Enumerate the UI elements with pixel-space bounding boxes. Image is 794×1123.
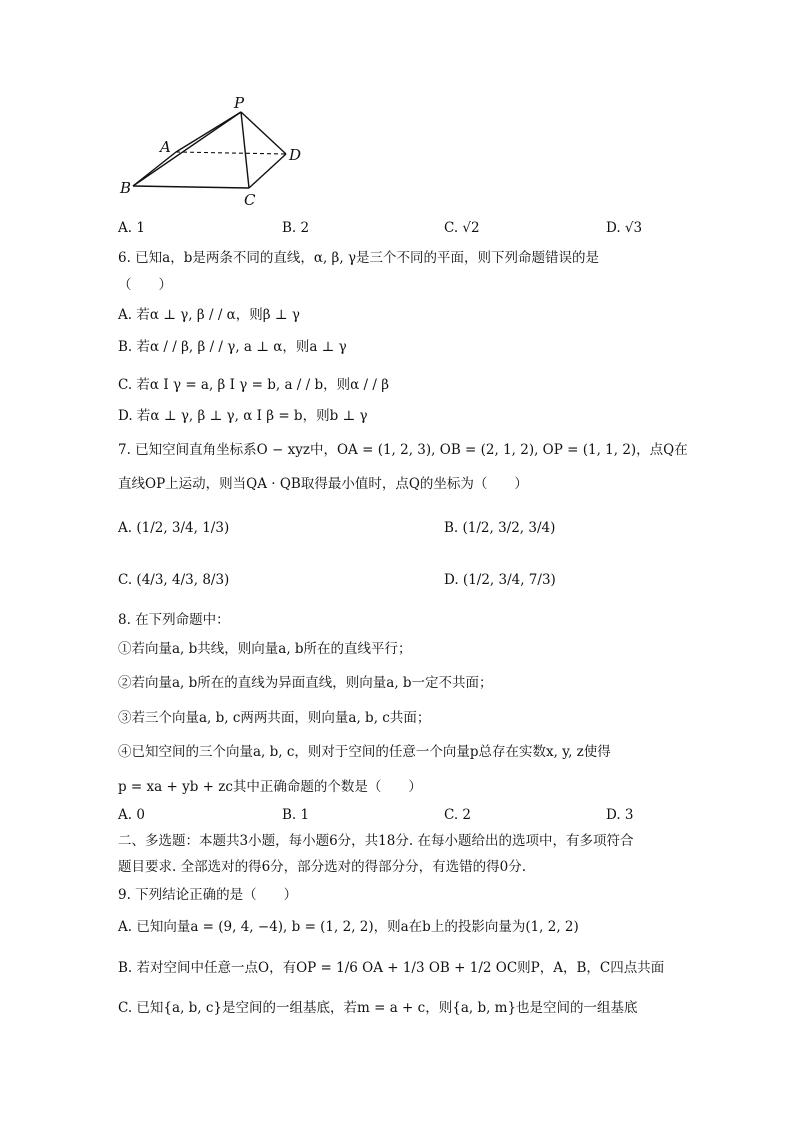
q7-stem-line2: 直线OP上运动，则当QA · QB取得最小值时，点Q的坐标为（ ） — [118, 476, 528, 492]
edge-pb — [133, 112, 241, 186]
edge-cd — [249, 154, 286, 188]
q7-option-c: C. (4/3, 4/3, 8/3) — [118, 572, 230, 588]
section2-heading-line1: 二、多选题：本题共3小题，每小题6分，共18分. 在每小题给出的选项中，有多项符合 — [118, 833, 634, 849]
q6-paren: （ ） — [118, 277, 172, 293]
q8-item-3: ③若三个向量a, b, c两两共面，则向量a, b, c共面； — [118, 710, 431, 726]
q5-option-c: C. √2 — [444, 220, 480, 236]
vertex-label-c: C — [244, 191, 256, 209]
q8-item-1: ①若向量a, b共线，则向量a, b所在的直线平行； — [118, 641, 412, 657]
q6-option-c: C. 若α I γ = a, β I γ = b, a / / b，则α / / β — [118, 377, 390, 393]
edge-pc — [241, 112, 249, 188]
q8-item-5: p = xa + yb + zc其中正确命题的个数是（ ） — [118, 779, 422, 795]
q8-option-b: B. 1 — [282, 807, 310, 823]
vertex-label-d: D — [289, 146, 302, 164]
edge-pd — [241, 112, 286, 154]
q8-item-4: ④已知空间的三个向量a, b, c，则对于空间的任意一个向量p总存在实数x, y, z使得 — [118, 744, 611, 760]
q5-option-a: A. 1 — [118, 220, 145, 236]
q8-option-a: A. 0 — [118, 807, 145, 823]
edge-ad-hidden — [176, 152, 286, 154]
q6-option-b: B. 若α / / β, β / / γ, a ⊥ α，则a ⊥ γ — [118, 339, 347, 355]
edge-ab — [133, 152, 176, 186]
pyramid-figure — [110, 92, 330, 212]
q6-stem: 6. 已知a，b是两条不同的直线，α, β, γ是三个不同的平面，则下列命题错误的是 — [118, 250, 600, 266]
q9-stem: 9. 下列结论正确的是（ ） — [118, 887, 298, 903]
vertex-label-p: P — [234, 94, 245, 112]
vertex-label-b: B — [120, 179, 132, 197]
edge-bc — [133, 186, 249, 188]
q8-option-d: D. 3 — [606, 807, 634, 823]
q7-option-b: B. (1/2, 3/2, 3/4) — [444, 520, 556, 536]
q7-option-d: D. (1/2, 3/4, 7/3) — [444, 572, 556, 588]
edge-pa — [176, 112, 241, 152]
vertex-label-a: A — [160, 138, 171, 156]
q8-option-c: C. 2 — [444, 807, 472, 823]
q6-option-d: D. 若α ⊥ γ, β ⊥ γ, α I β = b，则b ⊥ γ — [118, 408, 368, 424]
q9-option-b: B. 若对空间中任意一点O，有OP = 1/6 OA + 1/3 OB + 1/2 OC则P，A，B，C四点共面 — [118, 960, 665, 976]
section2-heading-line2: 题目要求. 全部选对的得6分，部分选对的得部分分，有选错的得0分. — [118, 859, 527, 875]
q8-item-2: ②若向量a, b所在的直线为异面直线，则向量a, b一定不共面； — [118, 675, 493, 691]
q7-option-a: A. (1/2, 3/4, 1/3) — [118, 520, 230, 536]
q9-option-a: A. 已知向量a = (9, 4, −4), b = (1, 2, 2)，则a在b上的投影向量为(1, 2, 2) — [118, 919, 579, 935]
q5-option-d: D. √3 — [606, 220, 643, 236]
q8-stem: 8. 在下列命题中： — [118, 612, 230, 628]
q7-stem-line1: 7. 已知空间直角坐标系O − xyz中，OA = (1, 2, 3), OB = (2, 1, 2), OP = (1, 1, 2)，点Q在 — [118, 442, 688, 458]
q6-option-a: A. 若α ⊥ γ, β / / α，则β ⊥ γ — [118, 307, 300, 323]
q9-option-c: C. 已知{a, b, c}是空间的一组基底，若m = a + c，则{a, b, m}也是空间的一组基底 — [118, 1000, 638, 1016]
q5-option-b: B. 2 — [282, 220, 310, 236]
